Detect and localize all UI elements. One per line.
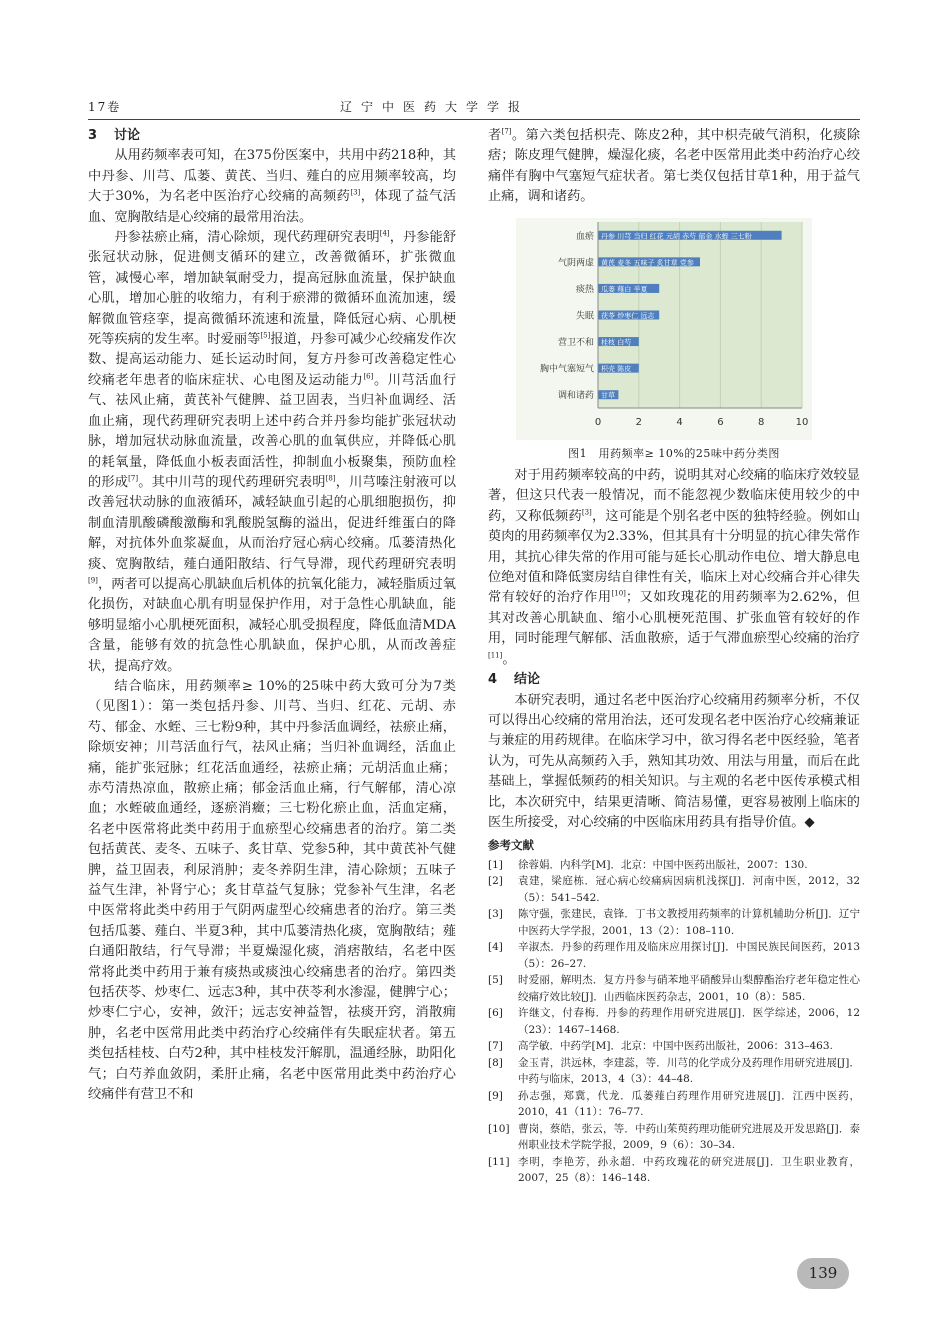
category-label: 痰热: [575, 284, 594, 295]
bar-label: 茯苓 炒枣仁 远志: [601, 311, 655, 320]
bar-chart-svg: [516, 218, 812, 440]
reference-item: [488, 857, 860, 874]
reference-item: [488, 939, 860, 972]
reference-item: [488, 1088, 860, 1121]
body-paragraph: 本研究表明，通过名老中医治疗心绞痛用药频率分析，不仅可以得出心绞痛的常用治法，还可发现名老中医治疗心绞痛兼证与兼症的用药规律。在临床学习中，欲习得名老中医经验，笔者认为，可先从高频药入手，熟知其功效、用法与用量，而后在此基础上，掌握低频药的相关知识。与主观的名老中医传承模式相比，本次研究中，结果更清晰、简洁易懂，更容易被刚上临床的医生所接受，对心绞痛的中医临床用药具有指导价值。◆: [488, 692, 860, 830]
x-tick-label: 0: [594, 416, 602, 428]
left-column: [88, 126, 456, 1106]
reference-number: [9]: [488, 1089, 503, 1102]
category-label: 调和诸药: [557, 390, 594, 401]
x-tick-label: 4: [676, 416, 683, 428]
category-label: 气阴两虚: [557, 257, 594, 268]
reference-number: [6]: [488, 1007, 503, 1020]
reference-item: [488, 972, 860, 1005]
category-label: 营卫不和: [557, 337, 594, 348]
body-paragraph: 丹参祛瘀止痛，清心除烦，现代药理研究表明[4]，丹参能舒张冠状动脉，促进侧支循环的建立，改善微循环，扩张微血管，减慢心率，增加缺氧耐受力，提高冠脉血流量，保护缺血心肌，增加心脏的收缩力，有利于瘀滞的微循环血流加速，缓解微血管痉挛，提高微循环流速和流量，降低冠心病、心肌梗死等疾病的发生率。时爱丽等[5]报道，丹参可减少心绞痛发作次数、提高运动能力、延长运动时间，复方丹参可改善稳定性心绞痛老年患者的临床症状、心电图及运动能力[6]。川芎活血行气、祛风止痛，黄芪补气健脾、益卫固表，当归补血调经、活血止痛，现代药理研究表明上述中药合并丹参均能扩张冠状动脉，增加冠状动脉血流量，改善心肌的血氧供应，并降低心肌的耗氧量，降低血小板表面活性，抑制血小板聚集，预防血栓的形成[7]。其中川芎的现代药理研究表明[8]，川芎嗪注射液可以改善冠状动脉的血液循环，减轻缺血引起的心肌细胞损伤，抑制血清肌酸磷酸激酶和乳酸脱氢酶的溢出，促进纤维蛋白的降解，对抗体外血浆凝血，从而治疗冠心病心绞痛。瓜蒌清热化痰、宽胸散结，薤白通阳散结、行气导滞，现代药理研究表明[9]，两者可以提高心肌缺血后机体的抗氧化能力，减轻脂质过氧化损伤，对缺血心肌有明显保护作用，对于急性心肌缺血，能够明显缩小心肌梗死面积，减轻心肌受损程度，降低血清MDA含量，能够有效的抗急性心肌缺血，保护心肌，从而改善症状，提高疗效。: [88, 229, 457, 674]
reference-number: [11]: [488, 1155, 510, 1168]
reference-text: 许继文，付春梅．丹参的药理作用研究进展[J]．医学综述，2006，12（23）：1467–1468.: [518, 1007, 860, 1036]
category-label: 胸中气塞短气: [539, 364, 594, 375]
reference-text: 高学敏．中药学[M]．北京：中国中医药出版社，2006：313–463.: [518, 1040, 833, 1053]
bar-label: 黄芪 麦冬 五味子 炙甘草 党参: [601, 258, 694, 267]
header-rule: [88, 119, 860, 120]
body-paragraph: 结合临床，用药频率≥ 10%的25味中药大致可分为7类（见图1）：第一类包括丹参、川芎、当归、红花、元胡、赤芍、郁金、水蛭、三七粉9种，其中丹参活血调经，祛瘀止痛，除烦安神；川芎活血行气，祛风止痛；当归补血调经，活血止痛，能扩张冠脉；红花活血通经，祛瘀止痛；元胡活血止痛；赤芍清热凉血，散瘀止痛；郁金活血止痛，行气解郁，清心凉血；水蛭破血通经，逐瘀消癥；三七粉化瘀止血，活血定痛，名老中医常将此类中药用于血瘀型心绞痛患者的治疗。第二类包括黄芪、麦冬、五味子、炙甘草、党参5种，其中黄芪补气健脾，益卫固表，利尿消肿；麦冬养阴生津，清心除烦；五味子益气生津，补肾宁心；炙甘草益气复脉；党参补气生津，名老中医常将此类中药用于气阴两虚型心绞痛患者的治疗。第三类包括瓜蒌、薤白、半夏3种，其中瓜蒌清热化痰，宽胸散结；薤白通阳散结，行气导滞；半夏燥湿化痰，消痞散结，名老中医常将此类中药用于兼有痰热或痰浊心绞痛患者的治疗。第四类包括茯苓、炒枣仁、远志3种，其中茯苓利水渗湿，健脾宁心；炒枣仁宁心，安神，敛汗；远志安神益智，祛痰开窍，消散痈肿，名老中医常用此类中药治疗心绞痛伴有失眠症状者。第五类包括桂枝、白芍2种，其中桂枝发汗解肌，温通经脉，助阳化气；白芍养血敛阴，柔肝止痛，名老中医常用此类中药治疗心绞痛伴有营卫不和: [88, 678, 456, 1103]
x-tick-label: 2: [635, 416, 642, 428]
reference-number: [5]: [488, 974, 503, 987]
body-paragraph: 从用药频率表可知，在375份医案中，共用中药218种，其中丹参、川芎、瓜蒌、黄芪、当归、薤白的应用频率较高，均大于30%，为名老中医治疗心绞痛的高频药[3]，体现了益气活血、宽胸散结是心绞痛的最常用治法。: [88, 148, 457, 225]
bar-label: 瓜蒌 薤白 半夏: [601, 285, 648, 294]
reference-item: [488, 1038, 860, 1055]
reference-text: 金玉青，洪远林，李建蕊，等．川芎的化学成分及药理作用研究进展[J]．中药与临床，2013，4（3）：44–48.: [518, 1056, 860, 1086]
reference-number: [3]: [488, 908, 503, 921]
running-header-journal: 辽宁中医药大学学报: [340, 100, 530, 114]
reference-item: [488, 1121, 860, 1154]
page-number: 139: [797, 1258, 849, 1289]
reference-item: [488, 1055, 860, 1088]
bar-label: 甘草: [601, 391, 615, 400]
reference-number: [4]: [488, 941, 503, 954]
section-title: 结论: [514, 672, 541, 688]
reference-number: [7]: [488, 1040, 503, 1053]
reference-text: 孙志强，郑冀，代龙．瓜蒌薤白药理作用研究进展[J]．江西中医药，2010，41（11）：76–77.: [518, 1089, 860, 1119]
reference-number: [10]: [488, 1122, 510, 1135]
section-number: 3: [88, 128, 98, 143]
category-label: 血瘀: [575, 231, 594, 242]
section-heading-discussion: [88, 126, 456, 146]
reference-text: 曹岗，蔡皓，张云，等．中药山茱萸药理功能研究进展及开发思路[J]．泰州职业技术学院学报，2009，9（6）：30–34.: [518, 1122, 860, 1152]
reference-text: 辛淑杰．丹参的药理作用及临床应用探讨[J]．中国民族民间医药，2013（5）：26–27.: [518, 941, 860, 970]
reference-number: [1]: [488, 858, 503, 871]
references-heading: 参考文献: [488, 838, 534, 853]
x-tick-label: 10: [795, 416, 809, 428]
reference-text: 陈守强，张建民，袁锋．丁书文教授用药频率的计算机辅助分析[J]．辽宁中医药大学学报，2001，13（2）：108–110.: [518, 908, 860, 937]
reference-item: [488, 1154, 860, 1187]
figure-1-chart: [516, 218, 812, 440]
figure-caption: 图1 用药频率≥ 10%的25味中药分类图: [568, 446, 780, 460]
reference-text: 袁建，梁庭栋．冠心病心绞痛病因病机浅探[J]．河南中医，2012，32（5）：541–542.: [518, 875, 860, 904]
bar-label: 桂枝 白芍: [601, 338, 632, 347]
body-paragraph: 对于用药频率较高的中药，说明其对心绞痛的临床疗效较显著，但这只代表一般情况，而不能忽视少数临床使用较少的中药，又称低频药[3]，这可能是个别名老中医的独特经验。例如山萸肉的用药频率仅为2.33%，但其具有十分明显的抗心律失常作用，其抗心律失常的作用可能与延长心肌动作电位、增大静息电位绝对值和降低窦房结自律性有关，临床上对心绞痛合并心律失常有较好的治疗作用[10]；又如玫瑰花的用药频率为2.62%，但其对改善心肌缺血、缩小心肌梗死范围、扩张血管有较好的作用，同时能理气解郁、活血散瘀，适于气滞血瘀型心绞痛的治疗[11]。: [488, 468, 861, 667]
bar-label: 枳壳 陈皮: [601, 364, 632, 373]
section-number: 4: [488, 672, 498, 688]
category-label: 失眠: [575, 311, 594, 322]
x-tick-label: 6: [717, 416, 724, 428]
reference-text: 李明，李艳芳，孙永超．中药玫瑰花的研究进展[J]．卫生职业教育，2007，25（8）：146–148.: [518, 1155, 860, 1185]
reference-number: [8]: [488, 1056, 503, 1069]
section-heading-conclusion: [488, 670, 860, 690]
body-paragraph: 者[7]。第六类包括枳壳、陈皮2种，其中枳壳破气消积，化痰除痞；陈皮理气健脾，燥湿化痰，名老中医常用此类中药治疗心绞痛伴有胸中气塞短气症状者。第七类仅包括甘草1种，用于益气止痛，调和诸药。: [488, 127, 861, 205]
x-tick-label: 8: [758, 416, 765, 428]
reference-item: [488, 873, 860, 906]
running-header-volume: 17卷: [88, 100, 122, 114]
reference-item: [488, 1005, 860, 1038]
bar-label: 丹参 川芎 当归 红花 元胡 赤芍 郁金 水蛭 三七粉: [601, 231, 752, 240]
reference-text: 时爱丽，解明杰．复方丹参与硝苯地平硝酸异山梨醇酯治疗老年稳定性心绞痛疗效比较[J]．山西临床医药杂志，2001，10（8）：585.: [518, 974, 860, 1003]
reference-number: [2]: [488, 875, 503, 888]
reference-list: [488, 857, 860, 1187]
section-title: 讨论: [114, 128, 141, 143]
right-column: [488, 126, 860, 1187]
reference-text: 徐蓉娟．内科学[M]．北京：中国中医药出版社，2007：130.: [518, 858, 808, 871]
reference-item: [488, 906, 860, 939]
